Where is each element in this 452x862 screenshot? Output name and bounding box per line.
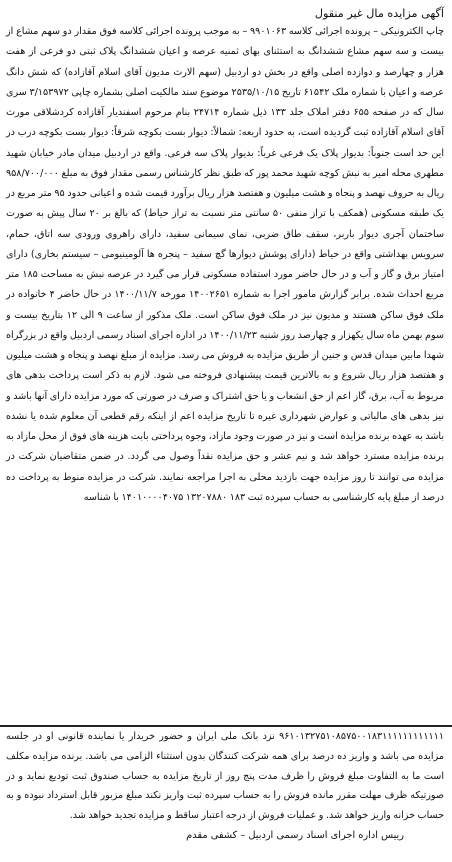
continuation-body: ۹۶۱۰۱۳۲۷۵۱۰۸۵۷۵۰۰۱۸۳۱۱۱۱۱۱۱۱۱۱۱۱ نزد بانک ملی ایران و حضور خریدار یا نماینده قانونی او در جلسه مزایده می باشد و واریز ده درصد برای همه شرکت کنندگان بدون استثناء الزامی می باشد. برنده مزایده مکلف است ما به التفاوت مبلغ فروش را ظرف مدت پنج روز از تاریخ مزایده به حساب صندوق ثبت تودیع نماید و در صورتیکه ظرف مهلت مقرر مانده فروش را به حساب سپرده ثبت واریز نکند مبلغ مزبور قابل استرداد نبوده و به حساب خزانه واریز خواهد شد. و عملیات فروش از درجه اعتبار ساقط و مزایده تجدید خواهد شد. bbox=[6, 731, 444, 822]
notice-title: آگهی مزایده مال غیر منقول bbox=[314, 7, 444, 20]
notice-continuation bbox=[6, 727, 444, 845]
auction-notice bbox=[6, 6, 444, 508]
notice-body: چاپ الکترونیکی – پرونده اجرائی کلاسه ۹۹۰۱۰۶۳ – به موجب پرونده اجرائی کلاسه فوق مقدار دو سهم مشاع از بیست و سه سهم مشاع ششدانگ به استثنای بهای ثمنیه عرصه و اعیان ششدانگ پلاک ثبتی دو فرعی از هفت هزار و چهارصد و دوازده اصلی واقع در بخش دو اردبیل (سهم الارث مدیون آقای اسلام آقازاده) که شش دانگ عرصه و اعیان با شماره ملک ۶۱۵۴۲ تاریخ ۲۵۳۵/۱۰/۱۵ موضوع سند مالکیت اصلی بشماره چاپی ۳/۱۵۳۹۷۲ سری سال که در صفحه ۶۵۵ دفتر املاک جلد ۱۳۳ ذیل شماره ۲۴۷۱۴ بنام مرحوم اسفندیار آقازاده کردشلاقی مورث آقای اسلام آقازاده ثبت گردیده است، به حدود اربعه: شمالاً: دیوار بست بکوچه شرقاً: دیوار بست بکوچه درب در این حد است جنوباً: بدیوار پلاک یک فرعی غرباً: بدیوار پلاک سه فرعی. واقع در اردبیل میدان مادر خیابان شهید مطهری محله امیر به نبش کوچه شهید محمد پور که طبق نظر کارشناس رسمی مقدار فوق به مبلغ ۹۵۸/۷۰۰/۰۰۰ ریال به حروف نهصد و پنجاه و هشت میلیون و هفتصد هزار ریال برآورد قیمت شده و اعیانی حدود ۹۵ متر مربع در یک طبقه مسکونی (همکف با تراز منفی ۵۰ سانتی متر نسبت به تراز حیاط) که بالغ بر ۲۰ سال پیش به صورت ساختمان آجری دیوار باربر، سقف طاق ضربی، نمای سیمانی سفید، دارای راهروی ورودی سه اتاق، حمام، سرویس بهداشتی واقع در حیاط (دارای پوشش دیوارها گچ سفید – پنجره ها آلومینیومی – سیستم بخاری) دارای امتیاز برق و گاز و آب و در حال حاضر مورد استفاده مسکونی قرار می گیرد در عرصه نبش به مساحت ۱۸۵ متر مربع احداث شده. برابر گزارش مامور اجرا به شماره ۱۴۰۰۲۶۵۱ مورخه ۱۴۰۰/۱۱/۷ در حال حاضر ۴ خانواده در ملک فوق ساکن هستند و مدیون نیز در ملک فوق ساکن است. ملک مذکور از ساعت ۹ الی ۱۲ بتاریخ بیست و سوم بهمن ماه سال یکهزار و چهارصد روز شنبه ۱۴۰۰/۱۱/۲۳ در اداره اجرای اسناد رسمی اردبیل واقع در بزرگراه شهدا مابین میدان قدس و جنین از طریق مزایده به فروش می رسد. مزایده از مبلغ نهصد و پنجاه و هشت میلیون و هفتصد هزار ریال شروع و به بالاترین قیمت پیشنهادی فروخته می شود. لازم به ذکر است پرداخت بدهی های مربوط به آب، برق، گاز اعم از حق انشعاب و یا حق اشتراک و صرف در صورتی که مورد مزایده دارای آنها باشد و نیز بدهی های مالیاتی و عوارض شهرداری غیره تا تاریخ مزایده اعم از اینکه رقم قطعی آن معلوم شده یا نشده باشد به عهده برنده مزایده است و نیز در صورت وجود مازاد، وجوه پرداختی بابت هزینه های فوق از محل مازاد به برنده مزایده مسترد خواهد شد و نیم عشر و حق مزایده نقداً وصول می گردد. در ضمن متقاضیان شرکت در مزایده می توانند تا روز مزایده جهت بازدید محلی به اجرا مراجعه نمایند. شرکت در مزایده منوط به پرداخت ده درصد از مبلغ پایه کارشناسی به حساب سپرده ثبت ۱۸۳ ۱۳۲۰۷۸۸۰ ۱۴۰۱۰۰۰۰۴۰۷۵ با شناسه bbox=[6, 26, 445, 503]
signature-line: رییس اداره اجرای اسناد رسمی اردبیل – کشفی مقدم bbox=[186, 829, 404, 841]
